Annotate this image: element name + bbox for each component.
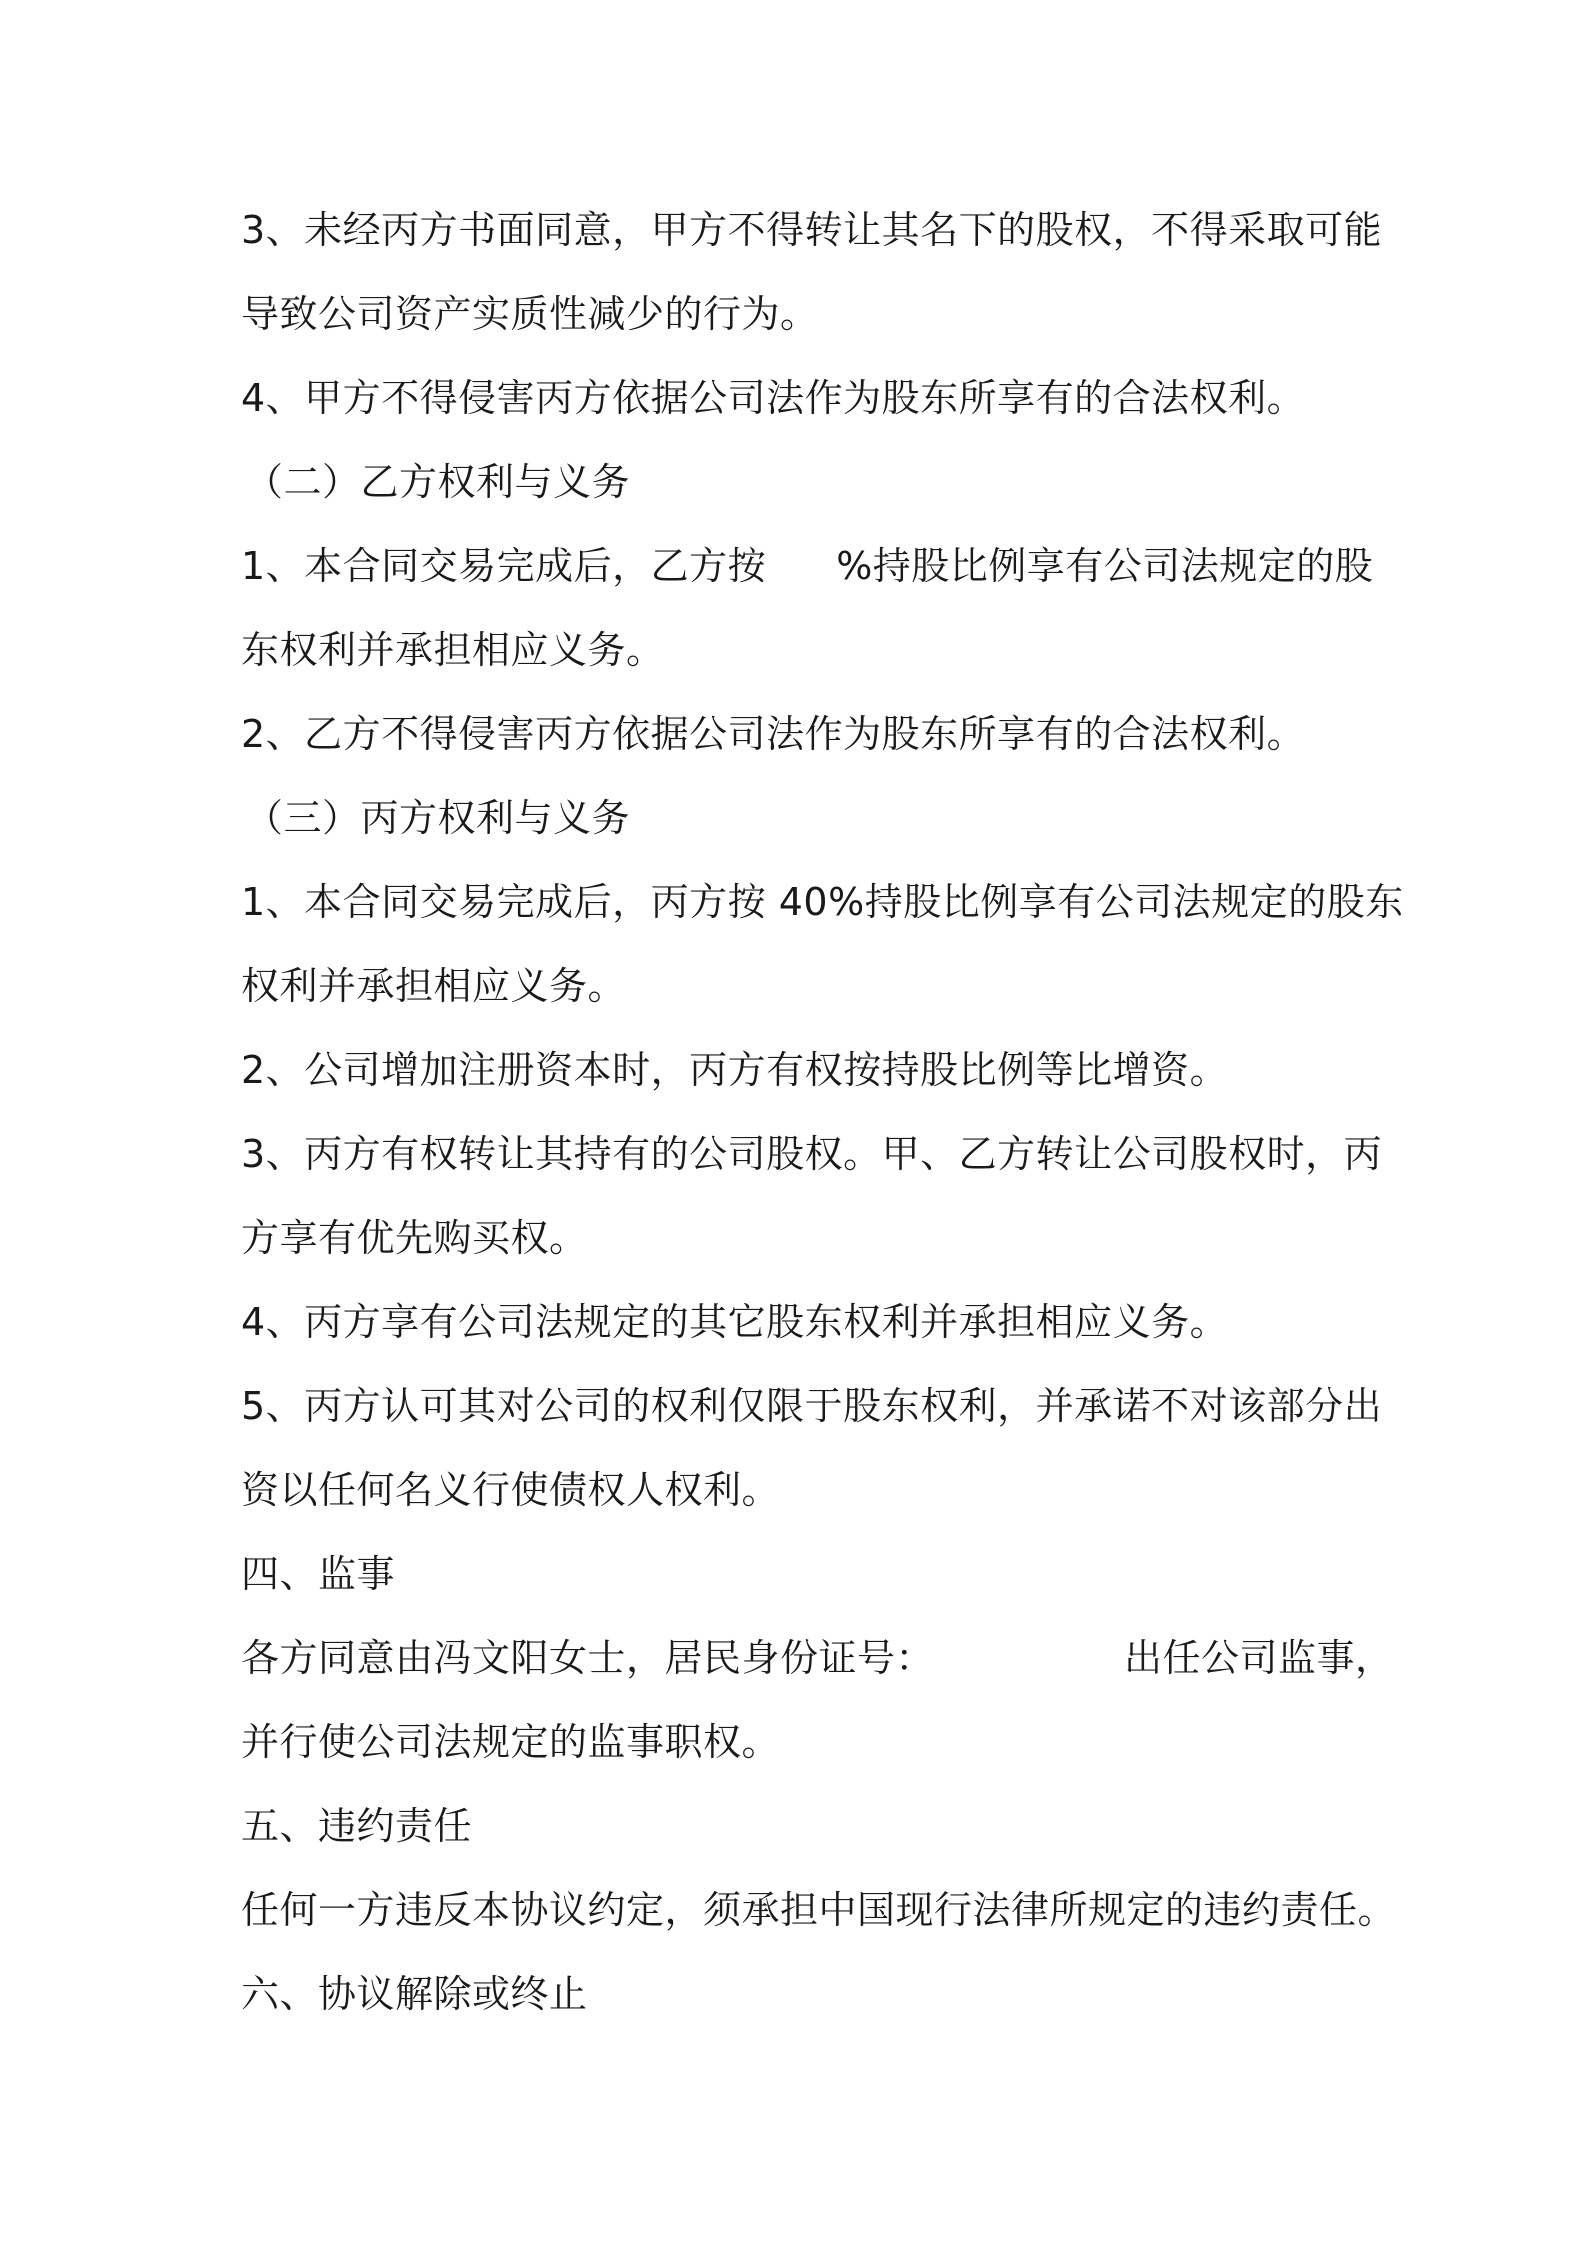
paragraph-line (241, 1196, 1361, 1280)
text-segment: 4、甲方不得侵害丙方依据公司法作为股东所享有的合法权利。 (241, 376, 1306, 420)
text-segment: （三）丙方权利与义务 (245, 796, 631, 840)
paragraph-line (241, 1364, 1383, 1448)
text-segment: 各方同意由冯文阳女士，居民身份证号： (241, 1636, 935, 1680)
section-heading (241, 1952, 1361, 2036)
paragraph-line (241, 524, 1374, 608)
text-segment: 并行使公司法规定的监事职权。 (241, 1720, 781, 1764)
paragraph-line (241, 1868, 1397, 1952)
paragraph-line (241, 356, 1361, 440)
text-segment: 东权利并承担相应义务。 (241, 628, 665, 672)
text-segment: %持股比例享有公司法规定的股 (836, 544, 1374, 588)
text-segment: 1、本合同交易完成后，丙方按 40%持股比例享有公司法规定的股东 (241, 880, 1404, 924)
text-segment: 2、乙方不得侵害丙方依据公司法作为股东所享有的合法权利。 (241, 712, 1306, 756)
paragraph-line (241, 1616, 1394, 1700)
text-segment: 2、公司增加注册资本时，丙方有权按持股比例等比增资。 (241, 1048, 1229, 1092)
section-heading (241, 1784, 1361, 1868)
section-heading (245, 776, 1365, 860)
text-segment: 出任公司监事， (1124, 1636, 1394, 1680)
paragraph-line (241, 1112, 1383, 1196)
text-segment: 方享有优先购买权。 (241, 1216, 588, 1260)
paragraph-line (241, 608, 1361, 692)
text-segment: 六、协议解除或终止 (241, 1972, 588, 2016)
text-segment: 3、丙方有权转让其持有的公司股权。甲、乙方转让公司股权时，丙 (241, 1132, 1383, 1176)
paragraph-line (241, 1028, 1361, 1112)
text-segment: 权利并承担相应义务。 (241, 964, 627, 1008)
section-heading (245, 440, 1365, 524)
paragraph-line (241, 944, 1361, 1028)
text-segment: 五、违约责任 (241, 1804, 473, 1848)
text-segment: 4、丙方享有公司法规定的其它股东权利并承担相应义务。 (241, 1300, 1229, 1344)
text-segment: 资以任何名义行使债权人权利。 (241, 1468, 781, 1512)
paragraph-line (241, 188, 1383, 272)
paragraph-line (241, 860, 1404, 944)
text-segment: 四、监事 (241, 1552, 396, 1596)
paragraph-line (241, 692, 1361, 776)
text-segment: 1、本合同交易完成后，乙方按 (241, 544, 767, 588)
paragraph-line (241, 1700, 1361, 1784)
section-heading (241, 1532, 1361, 1616)
text-segment: （二）乙方权利与义务 (245, 460, 631, 504)
paragraph-line (241, 1448, 1361, 1532)
text-segment: 3、未经丙方书面同意，甲方不得转让其名下的股权，不得采取可能 (241, 208, 1383, 252)
paragraph-line (241, 272, 1361, 356)
paragraph-line (241, 1280, 1361, 1364)
text-segment: 导致公司资产实质性减少的行为。 (241, 292, 819, 336)
text-segment: 5、丙方认可其对公司的权利仅限于股东权利，并承诺不对该部分出 (241, 1384, 1383, 1428)
text-segment: 任何一方违反本协议约定，须承担中国现行法律所规定的违约责任。 (241, 1888, 1397, 1932)
